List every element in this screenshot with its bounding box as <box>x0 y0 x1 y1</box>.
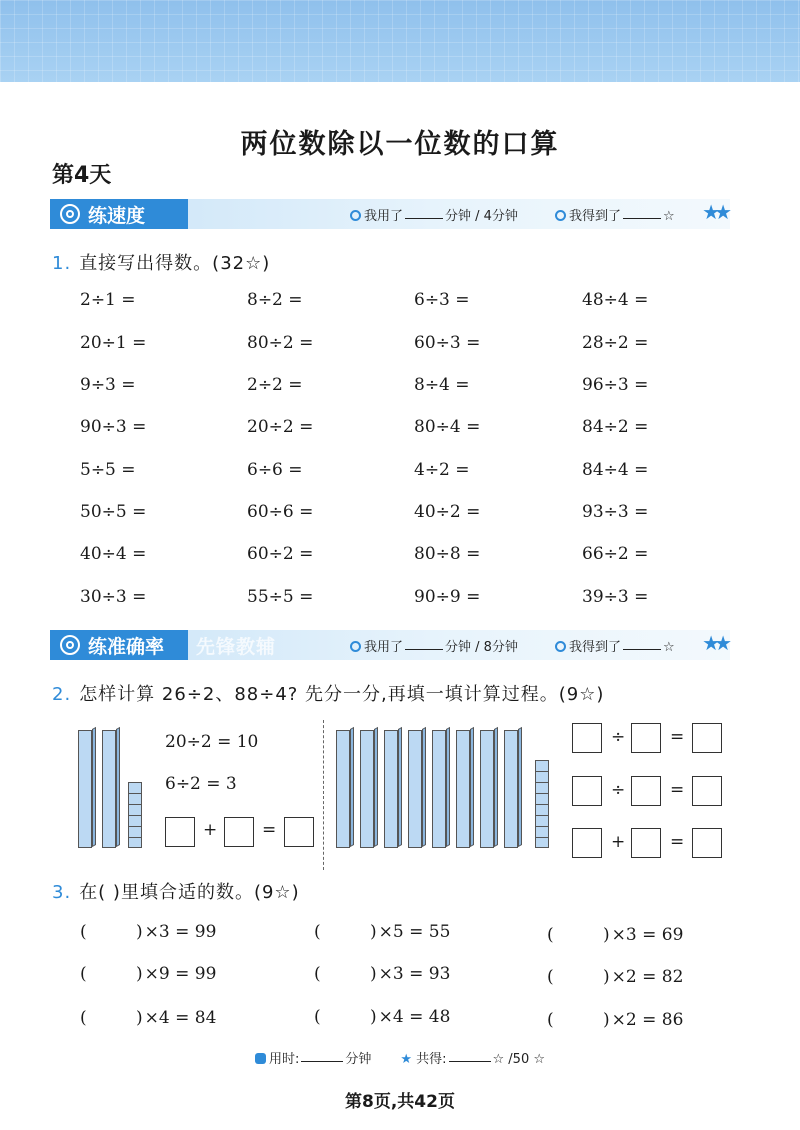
problem: 20÷2 = <box>247 417 314 437</box>
problem: 80÷2 = <box>247 333 314 353</box>
answer-box[interactable] <box>165 817 195 847</box>
question-1-title: 1. 直接写出得数。(32☆) <box>52 253 271 274</box>
header-banner <box>0 0 800 82</box>
time-used-meta: 我用了 分钟 / 4分钟 <box>350 205 518 224</box>
plus-sign: + <box>203 820 218 840</box>
fill-blank-item: ( ) ×2 = 86 <box>547 1010 684 1030</box>
left-equation-2: 6÷2 = 3 <box>165 774 237 794</box>
problem: 84÷4 = <box>582 460 649 480</box>
problem: 2÷1 = <box>80 290 136 310</box>
problem: 30÷3 = <box>80 587 147 607</box>
watermark: 先锋教辅 <box>196 636 277 658</box>
problem: 50÷5 = <box>80 502 147 522</box>
fill-blank-item: ( ) ×3 = 69 <box>547 925 684 945</box>
answer-box[interactable] <box>224 817 254 847</box>
problem: 96÷3 = <box>582 375 649 395</box>
alarm-clock-icon <box>255 1053 266 1064</box>
question-3-title: 3. 在( )里填合适的数。(9☆) <box>52 882 300 903</box>
ten-rod-icon <box>504 730 518 848</box>
equals-sign: = <box>670 780 685 800</box>
page-title: 两位数除以一位数的口算 <box>240 129 560 160</box>
problem: 28÷2 = <box>582 333 649 353</box>
section-bar-accuracy <box>50 630 730 660</box>
problem: 8÷4 = <box>414 375 470 395</box>
problem: 2÷2 = <box>247 375 303 395</box>
equals-sign: = <box>262 820 277 840</box>
ten-rod-icon <box>384 730 398 848</box>
divider-dashed <box>323 720 324 870</box>
section-bar-speed <box>50 199 730 229</box>
problem: 66÷2 = <box>582 544 649 564</box>
problem: 55÷5 = <box>247 587 314 607</box>
question-2-title: 2. 怎样计算 26÷2、88÷4? 先分一分,再填一填计算过程。(9☆) <box>52 684 605 705</box>
problem: 6÷3 = <box>414 290 470 310</box>
unit-cubes-icon <box>535 760 549 848</box>
answer-box[interactable] <box>284 817 314 847</box>
time-used-meta: 我用了 分钟 / 8分钟 <box>350 636 518 655</box>
total-blank[interactable] <box>449 1061 491 1062</box>
page-number: 第8页,共42页 <box>345 1092 455 1112</box>
plus-sign: + <box>611 832 626 852</box>
fill-blank-item: ( ) ×5 = 55 <box>314 922 451 942</box>
time-used-blank[interactable] <box>405 648 443 650</box>
left-equation-1: 20÷2 = 10 <box>165 732 259 752</box>
stars-icon: ★★ <box>702 200 726 224</box>
problem: 93÷3 = <box>582 502 649 522</box>
ten-rod-icon <box>432 730 446 848</box>
equals-sign: = <box>670 727 685 747</box>
problem: 8÷2 = <box>247 290 303 310</box>
stars-icon: ★★ <box>702 631 726 655</box>
fill-blank-item: ( ) ×3 = 93 <box>314 964 451 984</box>
clock-icon <box>350 641 361 652</box>
ten-rod-icon <box>408 730 422 848</box>
problem: 6÷6 = <box>247 460 303 480</box>
check-icon <box>555 641 566 652</box>
section-tag-label: 练准确率 <box>88 635 165 658</box>
problem: 4÷2 = <box>414 460 470 480</box>
clock-icon <box>350 210 361 221</box>
ten-rod-icon <box>480 730 494 848</box>
answer-box[interactable] <box>631 776 661 806</box>
answer-box[interactable] <box>631 723 661 753</box>
ten-rod-icon <box>78 730 92 848</box>
problem: 60÷3 = <box>414 333 481 353</box>
footer-summary: 用时: 分钟 ★ 共得: ☆ /50 ☆ <box>0 1048 800 1067</box>
ten-rod-icon <box>360 730 374 848</box>
answer-box[interactable] <box>631 828 661 858</box>
ten-rod-icon <box>336 730 350 848</box>
answer-box[interactable] <box>572 776 602 806</box>
answer-box[interactable] <box>692 828 722 858</box>
problem: 9÷3 = <box>80 375 136 395</box>
score-meta: 我得到了 ☆ <box>555 205 675 224</box>
unit-cubes-icon <box>128 782 142 848</box>
time-blank[interactable] <box>301 1061 343 1062</box>
problem: 80÷4 = <box>414 417 481 437</box>
problem: 39÷3 = <box>582 587 649 607</box>
problem: 90÷3 = <box>80 417 147 437</box>
target-icon <box>60 635 80 655</box>
fill-blank-item: ( ) ×4 = 48 <box>314 1007 451 1027</box>
problem: 40÷4 = <box>80 544 147 564</box>
section-tag-label: 练速度 <box>88 204 146 227</box>
answer-box[interactable] <box>692 776 722 806</box>
problem: 90÷9 = <box>414 587 481 607</box>
check-icon <box>555 210 566 221</box>
section-tag-accuracy <box>50 630 188 660</box>
problem: 5÷5 = <box>80 460 136 480</box>
day-label: 第4天 <box>52 163 112 188</box>
stopwatch-icon <box>60 204 80 224</box>
star-icon: ★ <box>400 1052 412 1067</box>
answer-box[interactable] <box>692 723 722 753</box>
divide-sign: ÷ <box>611 780 626 800</box>
problem: 20÷1 = <box>80 333 147 353</box>
problem: 84÷2 = <box>582 417 649 437</box>
problem: 80÷8 = <box>414 544 481 564</box>
fill-blank-item: ( ) ×4 = 84 <box>80 1008 217 1028</box>
problem: 40÷2 = <box>414 502 481 522</box>
problem: 60÷2 = <box>247 544 314 564</box>
answer-box[interactable] <box>572 828 602 858</box>
fill-blank-item: ( ) ×2 = 82 <box>547 967 684 987</box>
section-tag-speed <box>50 199 188 229</box>
fill-blank-item: ( ) ×3 = 99 <box>80 922 217 942</box>
score-blank[interactable] <box>623 217 661 219</box>
divide-sign: ÷ <box>611 727 626 747</box>
problem: 48÷4 = <box>582 290 649 310</box>
ten-rod-icon <box>456 730 470 848</box>
problem: 60÷6 = <box>247 502 314 522</box>
score-blank[interactable] <box>623 648 661 650</box>
fill-blank-item: ( ) ×9 = 99 <box>80 964 217 984</box>
ten-rod-icon <box>102 730 116 848</box>
equals-sign: = <box>670 832 685 852</box>
time-used-blank[interactable] <box>405 217 443 219</box>
score-meta: 我得到了 ☆ <box>555 636 675 655</box>
answer-box[interactable] <box>572 723 602 753</box>
